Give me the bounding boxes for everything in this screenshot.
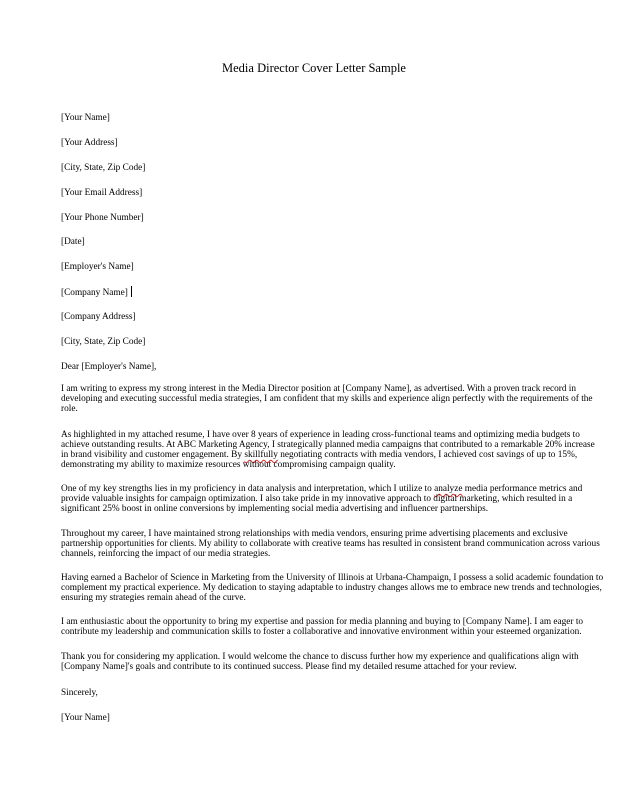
sender-phone: [Your Phone Number] bbox=[61, 213, 144, 223]
paragraph-line: I am enthusiastic about the opportunity to bring my expertise and passion for media planning and buying to [Company Name]. I am eager to bbox=[61, 617, 584, 627]
paragraph-4 bbox=[61, 529, 600, 560]
paragraph-line: As highlighted in my attached resume, I have over 8 years of experience in leading cross-functional teams and optimizing media budgets to bbox=[61, 430, 580, 440]
paragraph-line: ensuring my strategies remain ahead of the curve. bbox=[61, 592, 246, 603]
company-name-line bbox=[61, 286, 132, 299]
salutation: Dear [Employer's Name], bbox=[61, 362, 157, 372]
spellcheck-flag[interactable]: skillfully bbox=[244, 449, 278, 460]
paragraph-line: channels, reinforcing the impact of our media strategies. bbox=[61, 548, 271, 559]
signature: [Your Name] bbox=[61, 713, 110, 723]
company-city-state-zip: [City, State, Zip Code] bbox=[61, 337, 146, 347]
paragraph-line: achieve outstanding results. At ABC Marketing Agency, I strategically planned media campaigns that contributed to a remarkable 20% increase bbox=[61, 439, 595, 450]
sender-address: [Your Address] bbox=[61, 138, 118, 148]
paragraph-line: developing and executing successful media strategies, I am confident that my skills and experience align perfectly with the requirements of the bbox=[61, 393, 593, 404]
company-address: [Company Address] bbox=[61, 312, 136, 322]
sender-name: [Your Name] bbox=[61, 113, 110, 123]
sender-city-state-zip: [City, State, Zip Code] bbox=[61, 163, 146, 173]
paragraph-5 bbox=[61, 573, 604, 604]
paragraph-line: I am writing to express my strong interest in the Media Director position at [Company Name], as advertised. With a proven track record in bbox=[61, 384, 577, 394]
paragraph-line: [Company Name]'s goals and contribute to its continued success. Please find my detailed resume attached for your review. bbox=[61, 661, 517, 672]
paragraph-6 bbox=[61, 617, 584, 638]
paragraph-1 bbox=[61, 384, 593, 415]
employer-name: [Employer's Name] bbox=[61, 262, 134, 272]
company-name: [Company Name] bbox=[61, 288, 128, 298]
paragraph-line: significant 25% boost in online conversions by implementing social media advertising and influencer partnerships. bbox=[61, 503, 489, 514]
paragraph-line: contribute my leadership and communication skills to foster a collaborative and innovative environment within your esteemed organization. bbox=[61, 626, 582, 637]
paragraph-line: complement my practical experience. My dedication to staying adaptable to industry changes allows me to embrace new trends and technologies, bbox=[61, 582, 602, 593]
closing: Sincerely, bbox=[61, 688, 98, 698]
paragraph-line: Thank you for considering my application. I would welcome the chance to discuss further how my experience and qualifications align with bbox=[61, 652, 579, 662]
text-cursor bbox=[131, 286, 132, 297]
paragraph-2 bbox=[61, 430, 595, 471]
paragraph-line: provide valuable insights for campaign optimization. I also take pride in my innovative approach to digital marketing, which resulted in a bbox=[61, 493, 573, 504]
letter-date: [Date] bbox=[61, 237, 85, 247]
paragraph-line: demonstrating my ability to maximize resources without compromising campaign quality. bbox=[61, 459, 396, 470]
spellcheck-flag[interactable]: analyze bbox=[434, 484, 463, 494]
paragraph-line: Having earned a Bachelor of Science in Marketing from the University of Illinois at Urbana-Champaign, I possess a solid academic foundation to bbox=[61, 573, 604, 583]
paragraph-3 bbox=[61, 484, 583, 515]
document-title: Media Director Cover Letter Sample bbox=[222, 61, 406, 75]
paragraph-line: partnership opportunities for clients. My ability to collaborate with creative teams has resulted in consistent brand communication across various bbox=[61, 538, 600, 549]
paragraph-line: Throughout my career, I have maintained strong relationships with media vendors, ensuring prime advertising placements and exclusive bbox=[61, 529, 568, 539]
sender-email: [Your Email Address] bbox=[61, 188, 143, 198]
paragraph-line: in brand visibility and customer engagement. By skillfully negotiating contracts with media vendors, I achieved cost savings of up to 15%, bbox=[61, 449, 578, 460]
paragraph-line: role. bbox=[61, 403, 78, 414]
paragraph-line: One of my key strengths lies in my proficiency in data analysis and interpretation, which I utilize to analyze media performance metrics and bbox=[61, 484, 583, 494]
paragraph-7 bbox=[61, 652, 579, 673]
